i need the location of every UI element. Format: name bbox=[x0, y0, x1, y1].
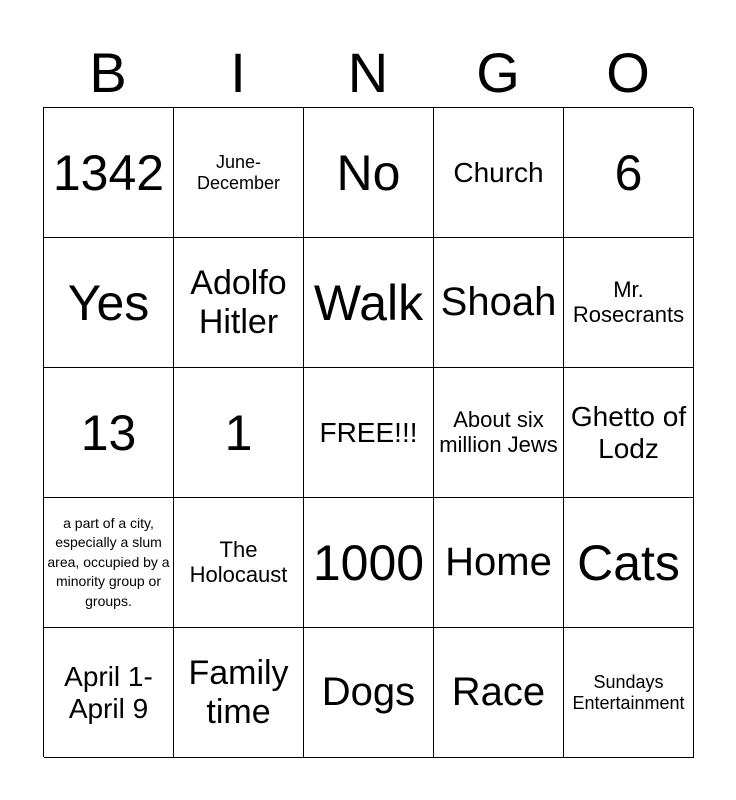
bingo-cell-r2-c5[interactable]: Mr. Rosecrants bbox=[564, 238, 694, 368]
bingo-cell-r5-c3[interactable]: Dogs bbox=[304, 628, 434, 758]
header-letter-b: B bbox=[89, 41, 127, 104]
bingo-cell-r4-c2[interactable]: The Holocaust bbox=[174, 498, 304, 628]
bingo-cell-r1-c1[interactable]: 1342 bbox=[44, 108, 174, 238]
bingo-cell-r2-c1[interactable]: Yes bbox=[44, 238, 174, 368]
bingo-board bbox=[43, 107, 693, 757]
bingo-cell-r3-c5[interactable]: Ghetto of Lodz bbox=[564, 368, 694, 498]
bingo-cell-r1-c5[interactable]: 6 bbox=[564, 108, 694, 238]
bingo-cell-r3-c4[interactable]: About six million Jews bbox=[434, 368, 564, 498]
bingo-cell-r5-c2[interactable]: Family time bbox=[174, 628, 304, 758]
bingo-cell-r4-c4[interactable]: Home bbox=[434, 498, 564, 628]
bingo-cell-r4-c3[interactable]: 1000 bbox=[304, 498, 434, 628]
bingo-cell-r2-c2[interactable]: Adolfo Hitler bbox=[174, 238, 304, 368]
bingo-cell-r3-c1[interactable]: 13 bbox=[44, 368, 174, 498]
bingo-cell-r1-c4[interactable]: Church bbox=[434, 108, 564, 238]
bingo-cell-r1-c2[interactable]: June-December bbox=[174, 108, 304, 238]
bingo-cell-r4-c1[interactable]: a part of a city, especially a slum area, occupied by a minority group or groups. bbox=[44, 498, 174, 628]
bingo-cell-r4-c5[interactable]: Cats bbox=[564, 498, 694, 628]
header-letter-n: N bbox=[347, 41, 389, 104]
bingo-cell-r2-c4[interactable]: Shoah bbox=[434, 238, 564, 368]
bingo-cell-r2-c3[interactable]: Walk bbox=[304, 238, 434, 368]
header-letter-i: I bbox=[230, 41, 246, 104]
header-letter-o: O bbox=[606, 41, 650, 104]
bingo-header bbox=[43, 40, 693, 106]
header-letter-g: G bbox=[476, 41, 520, 104]
bingo-cell-r3-c3[interactable]: FREE!!! bbox=[304, 368, 434, 498]
bingo-cell-r1-c3[interactable]: No bbox=[304, 108, 434, 238]
bingo-cell-r5-c5[interactable]: Sundays Entertainment bbox=[564, 628, 694, 758]
bingo-cell-r5-c1[interactable]: April 1-April 9 bbox=[44, 628, 174, 758]
bingo-cell-r3-c2[interactable]: 1 bbox=[174, 368, 304, 498]
bingo-cell-r5-c4[interactable]: Race bbox=[434, 628, 564, 758]
